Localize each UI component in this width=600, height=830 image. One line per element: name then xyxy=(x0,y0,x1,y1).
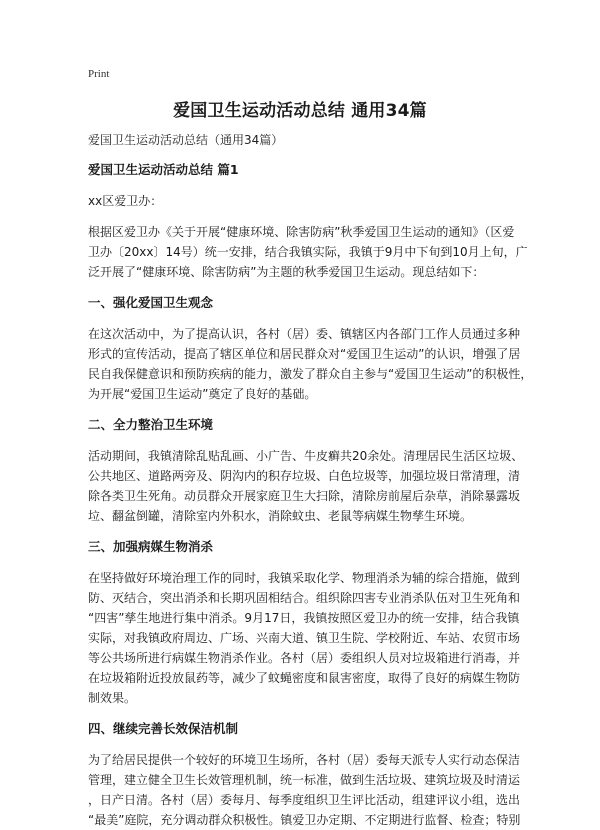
paragraph-line: 根据区爱卫办《关于开展“健康环境、除害防病”秋季爱国卫生运动的通知》（区爱 xyxy=(88,225,515,239)
paragraph-line: 垃、翻盆倒罐，清除室内外积水，消除蚊虫、老鼠等病媒生物孳生环境。 xyxy=(88,509,473,523)
section-heading-1: 一、强化爱国卫生观念 xyxy=(88,295,214,310)
paragraph-line: 活动期间，我镇清除乱贴乱画、小广告、牛皮癣共20余处。清理居民生活区垃圾、 xyxy=(88,449,524,463)
paragraph-line: 除各类卫生死角。动员群众开展家庭卫生大扫除，清除房前屋后杂草，消除暴露坂 xyxy=(88,489,521,503)
page-title: 爱国卫生运动活动总结 通用34篇 xyxy=(173,101,427,121)
paragraph-line: 制效果。 xyxy=(88,691,137,705)
paragraph-line: 泛开展了“健康环境、除害防病”为主题的秋季爱国卫生运动。现总结如下： xyxy=(88,265,485,279)
section-paragraph-3 xyxy=(88,568,521,708)
section-heading-4: 四、继续完善长效保洁机制 xyxy=(88,721,239,736)
paragraph-line: 在这次活动中，为了提高认识，各村（居）委、镇辖区内各部门工作人员通过多种 xyxy=(88,327,521,341)
paragraph-line: 管理，建立健全卫生长效管理机制，统一标准，做到生活垃圾、建筑垃圾及时清运 xyxy=(88,773,521,787)
section-paragraph-1 xyxy=(88,324,533,404)
section-paragraph-2 xyxy=(88,446,524,526)
salutation: xx区爱卫办： xyxy=(88,194,163,208)
paragraph-line: 为开展“爱国卫生运动”奠定了良好的基础。 xyxy=(88,387,317,401)
article-heading: 爱国卫生运动活动总结 篇1 xyxy=(88,162,239,177)
paragraph-line: 卫办〔20xx〕14号）统一安排，结合我镇实际，我镇于9月中下旬到10月上旬，广 xyxy=(88,245,528,259)
paragraph-line: 等公共场所进行病媒生物消杀作业。各村（居）委组织人员对垃圾箱进行消毒，并 xyxy=(88,651,521,665)
article-body xyxy=(88,160,533,830)
paragraph-line: “最美”庭院，充分调动群众积极性。镇爱卫办定期、不定期进行监督、检查；特别 xyxy=(88,813,521,827)
section-heading-2: 二、全力整治卫生环境 xyxy=(88,417,214,432)
document-subtitle: 爱国卫生运动活动总结（通用34篇） xyxy=(88,133,284,147)
paragraph-line: 民自我保健意识和预防疾病的能力，激发了群众自主参与“爱国卫生运动”的积极性， xyxy=(88,367,533,381)
section-heading-3: 三、加强病媒生物消杀 xyxy=(88,539,214,554)
paragraph-line: “四害”孳生地进行集中消杀。9月17日，我镇按照区爱卫办的统一安排，结合我镇 xyxy=(88,611,520,625)
paragraph-line: 防、灭结合，突出消杀和长期巩固相结合。组织除四害专业消杀队伍对卫生死角和 xyxy=(88,591,521,605)
paragraph-line: 实际，对我镇政府周边、广场、兴南大道、镇卫生院、学校附近、车站、农贸市场 xyxy=(88,631,521,645)
paragraph-line: 为了给居民提供一个较好的环境卫生场所，各村（居）委每天派专人实行动态保洁 xyxy=(88,753,521,767)
paragraph-line: 公共地区、道路两旁及、阴沟内的积存垃圾、白色垃圾等，加强垃圾日常清理，清 xyxy=(88,469,521,483)
paragraph-line: 在垃圾箱附近投放鼠药等，减少了蚊蝇密度和鼠害密度，取得了良好的病媒生物防 xyxy=(88,671,521,685)
intro-paragraph xyxy=(88,222,528,282)
section-paragraph-4 xyxy=(88,750,521,830)
paragraph-line: 形式的宣传活动，提高了辖区单位和居民群众对“爱国卫生运动”的认识，增强了居 xyxy=(88,347,521,361)
paragraph-line: ，日产日清。各村（居）委每月、每季度组织卫生评比活动，组建评议小组，选出 xyxy=(88,793,521,807)
paragraph-line: 在坚持做好环境治理工作的同时，我镇采取化学、物理消杀为辅的综合措施，做到 xyxy=(88,571,521,585)
print-link[interactable]: Print xyxy=(88,68,110,80)
